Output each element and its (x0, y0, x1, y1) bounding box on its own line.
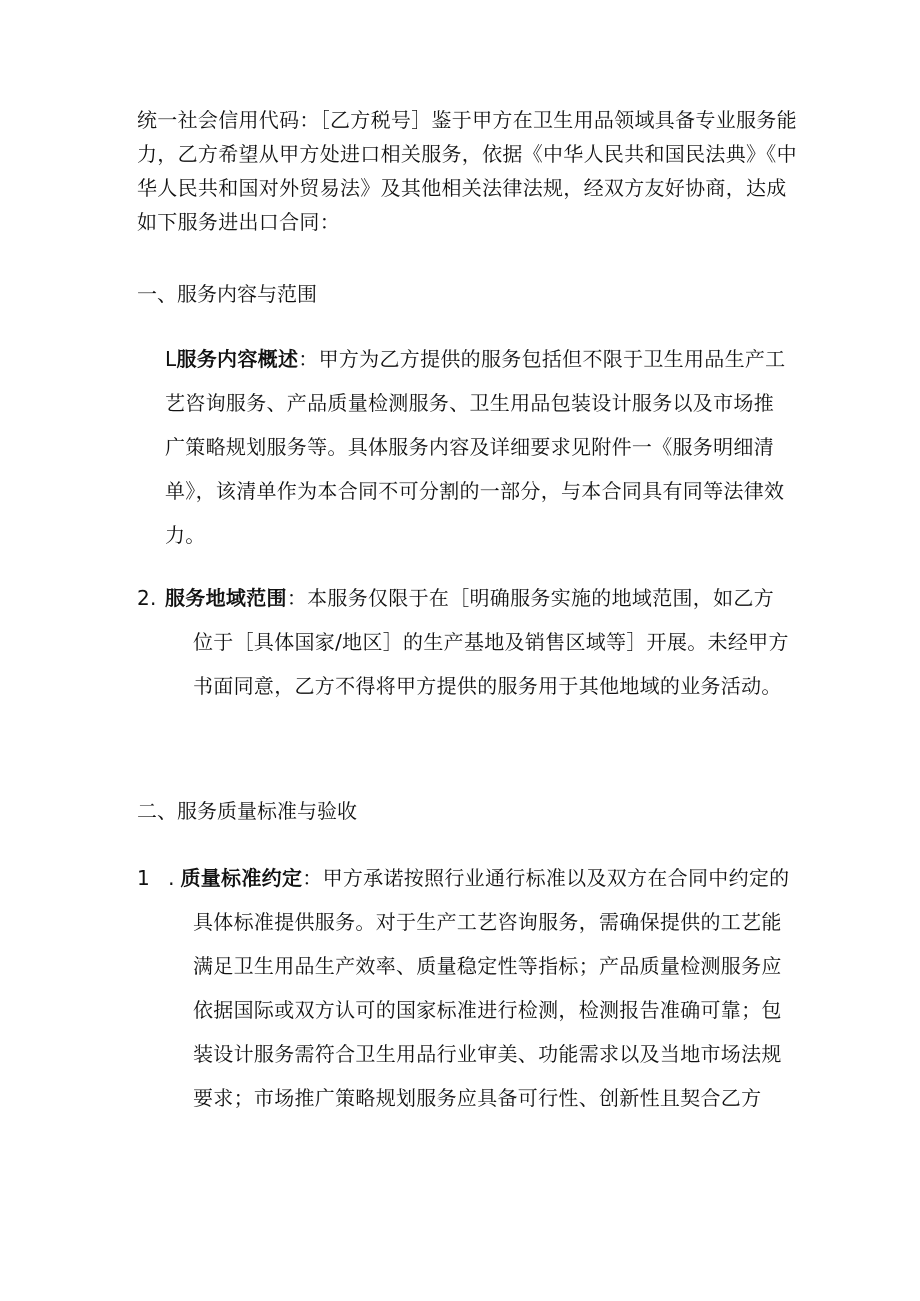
clause-text: ：甲方承诺按照行业通行标准以及双方在合同中约定的具体标准提供服务。对于生产工艺咨询服务，需确保提供的工艺能满足卫生用品生产效率、质量稳定性等指标；产品质量检测服务应依据国际或双方认可的国家标准进行检测，检测报告准确可靠；包装设计服务需符合卫生用品行业审美、功能需求以及当地市场法规要求；市场推广策略规划服务应具备可行性、创新性且契合乙方 (193, 866, 790, 1110)
clause-number: L (165, 347, 177, 371)
clause-text: ：甲方为乙方提供的服务包括但不限于卫生用品生产工艺咨询服务、产品质量检测服务、卫生用品包装设计服务以及市场推广策略规划服务等。具体服务内容及详细要求见附件一《服务明细清单》，该清单作为本合同不可分割的一部分，与本合同具有同等法律效力。 (165, 347, 786, 547)
clause-title: 服务地域范围 (165, 586, 287, 610)
clause-title: 服务内容概述 (176, 347, 299, 371)
clause-number: 1 . (137, 866, 181, 890)
clause-2-1 (137, 856, 793, 1120)
clause-title: 质量标准约定 (180, 866, 303, 890)
clause-1-1 (165, 337, 790, 557)
clause-1-2: 2. 服务地域范围：本服务仅限于在［明确服务实施的地域范围，如乙方位于［具体国家/地区］的生产基地及销售区域等］开展。未经甲方书面同意，乙方不得将甲方提供的服务用于其他地域的业务活动。 (137, 586, 789, 698)
clause-text: ：本服务仅限于在［明确服务实施的地域范围，如乙方位于［具体国家/地区］的生产基地及销售区域等］开展。未经甲方书面同意，乙方不得将甲方提供的服务用于其他地域的业务活动。 (193, 586, 789, 698)
section-heading-1: 一、服务内容与范围 (137, 282, 317, 306)
intro-paragraph: 统一社会信用代码：［乙方税号］鉴于甲方在卫生用品领域具备专业服务能力，乙方希望从甲方处进口相关服务，依据《中华人民共和国民法典》《中华人民共和国对外贸易法》及其他相关法律法规，经双方友好协商，达成如下服务进出口合同： (137, 108, 797, 234)
section-heading-2: 二、服务质量标准与验收 (137, 799, 357, 823)
